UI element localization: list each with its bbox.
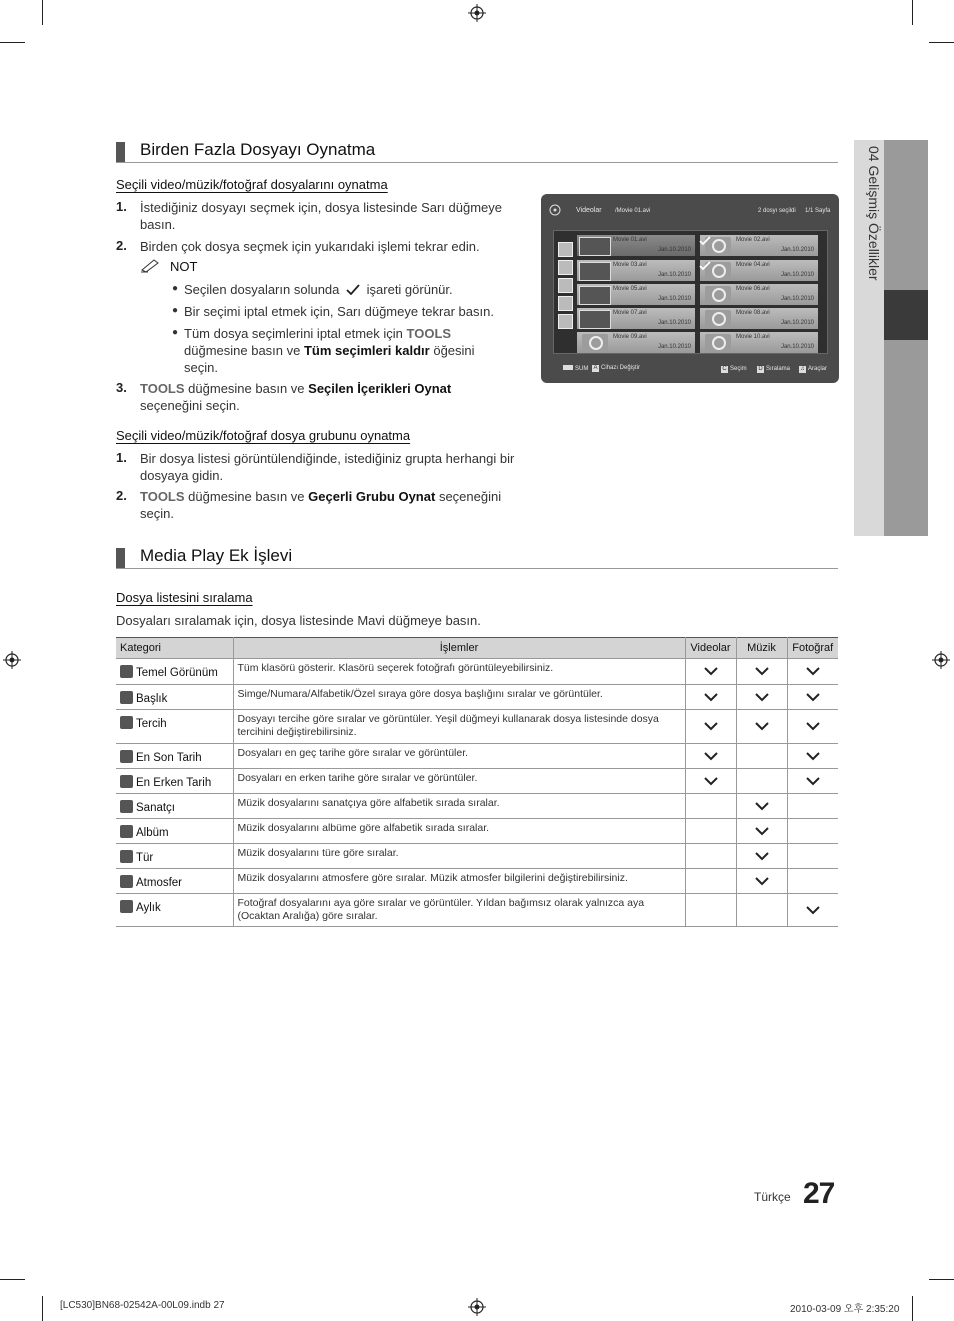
page-indicator: 1/1 Sayfa	[805, 208, 831, 214]
note-item	[184, 281, 453, 298]
videos-icon	[549, 204, 561, 216]
table-row	[116, 685, 838, 710]
print-file-info: [LC530]BN68-02542A-00L09.indb 27	[60, 1300, 225, 1311]
crop-mark	[912, 1296, 913, 1321]
col-header-videos: Videolar	[685, 638, 736, 659]
check-icon	[754, 720, 770, 732]
table-row	[116, 794, 838, 819]
check-icon	[754, 850, 770, 862]
photo-cell	[787, 659, 838, 685]
star-icon	[558, 314, 573, 329]
note-text: düğmesine basın ve	[184, 343, 301, 358]
change-device-hint[interactable]	[592, 365, 640, 372]
side-tab-label: 04 Gelişmiş Özellikler	[866, 146, 882, 281]
file-name: Movie 07.avi	[613, 310, 647, 316]
check-icon	[805, 904, 821, 916]
category-label: Atmosfer	[136, 877, 183, 889]
note-label: NOT	[170, 259, 198, 274]
photo-cell	[787, 819, 838, 844]
screen-title: Videolar	[576, 207, 602, 214]
step-text-part: seçeneğini seçin.	[140, 489, 502, 521]
category-label: Albüm	[136, 827, 169, 839]
videos-cell	[685, 819, 736, 844]
bullet: ●	[172, 327, 179, 338]
crop-mark	[42, 1296, 43, 1321]
check-icon	[805, 691, 821, 703]
photo-cell	[787, 794, 838, 819]
file-date: Jan.10.2010	[780, 320, 814, 326]
file-name: Movie 05.avi	[613, 286, 647, 292]
key-a: A	[593, 365, 598, 371]
photo-cell	[787, 844, 838, 869]
category-cell	[116, 869, 233, 894]
col-header-operations: İşlemler	[233, 638, 685, 659]
registration-mark-icon	[932, 651, 950, 669]
step-number: 1.	[116, 450, 127, 465]
table-row	[116, 869, 838, 894]
videos-cell	[685, 659, 736, 685]
file-tile[interactable]	[577, 235, 695, 256]
video-thumbnail	[579, 310, 611, 329]
operation-cell: Müzik dosyalarını atmosfere göre sıralar. Müzik atmosfer bilgilerini değiştirebilirsiniz.	[233, 869, 685, 894]
intro-text: Dosyaları sıralamak için, dosya listesinde Mavi düğmeye basın.	[116, 613, 481, 628]
usb-icon	[563, 365, 573, 370]
table-row	[116, 710, 838, 744]
operation-cell: Tüm klasörü gösterir. Klasörü seçerek fotoğrafı görüntüleyebilirsiniz.	[233, 659, 685, 685]
registration-mark-icon	[468, 1298, 486, 1316]
folder-icon	[558, 242, 573, 257]
category-label: Tercih	[136, 718, 167, 730]
section-bar	[116, 142, 125, 162]
operation-cell: Dosyaları en erken tarihe göre sıralar ve görüntüler.	[233, 769, 685, 794]
file-name: Movie 03.avi	[613, 262, 647, 268]
step-text: İstediğiniz dosyayı seçmek için, dosya listesinde Sarı düğmeye basın.	[140, 200, 503, 232]
category-cell	[116, 744, 233, 769]
check-icon	[754, 825, 770, 837]
category-cell	[116, 710, 233, 744]
category-label: En Son Tarih	[136, 752, 202, 764]
check-icon	[703, 691, 719, 703]
videos-cell	[685, 794, 736, 819]
subsection-heading: Seçili video/müzik/fotoğraf dosya grubunu oynatma	[116, 428, 411, 443]
category-label: Başlık	[136, 693, 168, 705]
category-cell	[116, 685, 233, 710]
step-number: 3.	[116, 380, 127, 395]
note-text: Seçilen dosyaların solunda	[184, 282, 340, 297]
page-language: Türkçe	[754, 1190, 791, 1204]
side-tab-block	[884, 140, 928, 290]
side-tab-block	[884, 340, 928, 536]
category-cell	[116, 894, 233, 927]
operation-cell: Fotoğraf dosyalarını aya göre sıralar ve görüntüler. Yıldan bağımsız olarak yalnızca aya (Ocaktan Aralığa) göre sıralar.	[233, 894, 685, 927]
monthly-icon	[120, 900, 133, 913]
file-tile[interactable]	[577, 260, 695, 281]
star-icon	[120, 716, 133, 729]
step-number: 1.	[116, 199, 127, 214]
selected-check-icon	[699, 236, 711, 246]
mood-icon	[120, 875, 133, 888]
film-reel-icon	[705, 310, 731, 327]
album-icon	[120, 825, 133, 838]
note-item: Bir seçimi iptal etmek için, Sarı düğmeye tekrar basın.	[184, 304, 494, 319]
file-tile[interactable]	[577, 332, 695, 353]
crop-mark	[929, 1279, 954, 1280]
photo-cell	[787, 710, 838, 744]
file-tile[interactable]	[700, 235, 818, 256]
category-label: En Erken Tarih	[136, 777, 212, 789]
side-tab-active	[884, 290, 928, 340]
crop-mark	[912, 0, 913, 25]
hint-text: Sıralama	[766, 366, 791, 372]
calendar-icon	[558, 278, 573, 293]
tools-keyword: TOOLS	[140, 489, 185, 504]
videos-cell	[685, 869, 736, 894]
sort-hint[interactable]	[757, 366, 790, 373]
file-date: Jan.10.2010	[657, 247, 691, 253]
table-header-row	[116, 638, 838, 659]
category-label: Sanatçı	[136, 802, 175, 814]
check-icon	[754, 665, 770, 677]
operation-cell: Müzik dosyalarını türe göre sıralar.	[233, 844, 685, 869]
music-cell	[736, 794, 787, 819]
step-text: Birden çok dosya seçmek için yukarıdaki işlemi tekrar edin.	[140, 239, 480, 254]
photo-cell	[787, 769, 838, 794]
check-icon	[805, 775, 821, 787]
tools-keyword: TOOLS	[140, 381, 185, 396]
note-text: öğesini seçin.	[184, 343, 475, 375]
col-header-category: Kategori	[116, 638, 233, 659]
file-tile[interactable]	[700, 308, 818, 329]
operation-cell: Müzik dosyalarını sanatçıya göre alfabetik sırada sıralar.	[233, 794, 685, 819]
menu-keyword: Tüm seçimleri kaldır	[303, 343, 430, 358]
note-item	[184, 325, 504, 376]
videos-cell	[685, 894, 736, 927]
calendar-icon	[558, 296, 573, 311]
category-cell	[116, 794, 233, 819]
video-thumbnail	[579, 262, 611, 281]
bullet: ●	[172, 283, 179, 294]
category-label: Aylık	[136, 902, 161, 914]
selected-check-icon	[699, 261, 711, 271]
registration-mark-icon	[3, 651, 21, 669]
file-name: Movie 02.avi	[736, 237, 770, 243]
photo-cell	[787, 869, 838, 894]
check-icon	[703, 750, 719, 762]
file-tile[interactable]	[700, 332, 818, 353]
file-name: Movie 04.avi	[736, 262, 770, 268]
title-icon	[558, 260, 573, 275]
category-label: Temel Görünüm	[136, 667, 218, 679]
select-hint[interactable]	[721, 366, 747, 373]
check-icon	[703, 665, 719, 677]
check-icon	[703, 720, 719, 732]
selected-count: 2 dosyı seçildi	[758, 208, 796, 214]
table-row	[116, 659, 838, 685]
videos-cell	[685, 710, 736, 744]
operation-cell: Simge/Numara/Alfabetik/Özel sıraya göre dosya başlığını sıralar ve görüntüler.	[233, 685, 685, 710]
calendar-latest-icon	[120, 750, 133, 763]
music-cell	[736, 869, 787, 894]
print-timestamp: 2010-03-09 오후 2:35:20	[790, 1304, 900, 1315]
music-cell	[736, 819, 787, 844]
check-icon	[805, 750, 821, 762]
check-icon	[805, 665, 821, 677]
file-tile[interactable]	[700, 260, 818, 281]
photo-cell	[787, 685, 838, 710]
device-name: SUM	[575, 366, 589, 372]
music-cell	[736, 894, 787, 927]
check-icon	[703, 775, 719, 787]
note-text: Tüm dosya seçimlerini iptal etmek için	[184, 326, 403, 341]
photo-cell	[787, 744, 838, 769]
hint-text: Cihazı Değiştir	[601, 365, 641, 371]
category-cell	[116, 844, 233, 869]
crop-mark	[0, 42, 25, 43]
col-header-music: Müzik	[736, 638, 787, 659]
file-name: Movie 01.avi	[613, 237, 647, 243]
video-thumbnail	[579, 286, 611, 305]
music-cell	[736, 769, 787, 794]
category-cell	[116, 819, 233, 844]
table-row	[116, 894, 838, 927]
crop-mark	[42, 0, 43, 25]
step-text	[140, 380, 516, 414]
file-name: Movie 08.avi	[736, 310, 770, 316]
tools-hint[interactable]	[799, 366, 827, 373]
note-text: işareti görünür.	[366, 282, 453, 297]
category-cell	[116, 659, 233, 685]
sort-options-table	[116, 637, 838, 927]
file-name: Movie 06.avi	[736, 286, 770, 292]
media-play-screenshot	[541, 194, 839, 383]
file-tile[interactable]	[577, 308, 695, 329]
film-reel-icon	[705, 286, 731, 303]
section-title: Media Play Ek İşlevi	[140, 546, 293, 565]
step-number: 2.	[116, 238, 127, 253]
step-text-part: düğmesine basın ve	[188, 489, 305, 504]
music-cell	[736, 659, 787, 685]
step-text-part: düğmesine basın ve	[188, 381, 305, 396]
crop-mark	[0, 1279, 25, 1280]
check-icon	[754, 800, 770, 812]
registration-mark-icon	[468, 4, 486, 22]
videos-cell	[685, 744, 736, 769]
music-cell	[736, 710, 787, 744]
subsection-heading: Dosya listesini sıralama	[116, 590, 253, 605]
file-date: Jan.10.2010	[657, 296, 691, 302]
section-heading	[116, 546, 838, 569]
tools-keyword: TOOLS	[406, 326, 452, 341]
music-cell	[736, 844, 787, 869]
menu-keyword: Seçilen İçerikleri Oynat	[308, 381, 452, 396]
page-number: 27	[803, 1177, 835, 1210]
key-c: C	[722, 366, 727, 372]
operation-cell: Müzik dosyalarını albüme göre alfabetik sırada sıralar.	[233, 819, 685, 844]
subsection-heading: Seçili video/müzik/fotoğraf dosyalarını oynatma	[116, 177, 388, 192]
check-icon	[805, 720, 821, 732]
videos-cell	[685, 769, 736, 794]
table-row	[116, 769, 838, 794]
file-date: Jan.10.2010	[780, 344, 814, 350]
bullet: ●	[172, 305, 179, 316]
file-date: Jan.10.2010	[780, 247, 814, 253]
videos-cell	[685, 844, 736, 869]
genre-icon	[120, 850, 133, 863]
video-thumbnail	[579, 237, 611, 256]
film-reel-icon	[705, 334, 731, 351]
menu-keyword: Geçerli Grubu Oynat	[308, 489, 436, 504]
title-icon	[120, 691, 133, 704]
file-tile[interactable]	[700, 284, 818, 305]
calendar-earliest-icon	[120, 775, 133, 788]
file-tile[interactable]	[577, 284, 695, 305]
film-reel-icon	[582, 334, 608, 351]
section-heading	[116, 140, 838, 163]
file-name: Movie 09.avi	[613, 334, 647, 340]
hint-text: Seçim	[730, 366, 747, 372]
tools-icon: ♫	[800, 366, 805, 372]
videos-cell	[685, 685, 736, 710]
artist-icon	[120, 800, 133, 813]
table-row	[116, 744, 838, 769]
operation-cell: Dosyayı tercihe göre sıralar ve görüntüler. Yeşil düğmeyi kullanarak dosya listesinde dosya tercihini değiştirebilirsiniz.	[233, 710, 685, 744]
file-date: Jan.10.2010	[657, 272, 691, 278]
music-cell	[736, 744, 787, 769]
section-bar	[116, 548, 125, 568]
category-cell	[116, 769, 233, 794]
operation-cell: Dosyaları en geç tarihe göre sıralar ve görüntüler.	[233, 744, 685, 769]
note-pencil-icon	[140, 257, 162, 273]
hint-text: Araçlar	[808, 366, 828, 372]
file-date: Jan.10.2010	[657, 320, 691, 326]
step-text-part: seçeneğini seçin.	[140, 398, 240, 413]
folder-icon	[120, 665, 133, 678]
file-date: Jan.10.2010	[657, 344, 691, 350]
step-number: 2.	[116, 488, 127, 503]
table-row	[116, 844, 838, 869]
check-icon	[754, 691, 770, 703]
checkmark-icon	[346, 284, 360, 295]
music-cell	[736, 685, 787, 710]
device-label	[563, 365, 588, 372]
file-name: Movie 10.avi	[736, 334, 770, 340]
file-date: Jan.10.2010	[780, 296, 814, 302]
step-text	[140, 488, 516, 522]
step-text: Bir dosya listesi görüntülendiğinde, istediğiniz grupta herhangi bir dosyaya gidin.	[140, 451, 515, 483]
photo-cell	[787, 894, 838, 927]
check-icon	[754, 875, 770, 887]
key-d: D	[758, 366, 763, 372]
section-title: Birden Fazla Dosyayı Oynatma	[140, 140, 376, 159]
category-label: Tür	[136, 852, 154, 864]
screen-path: /Movie 01.avi	[615, 208, 651, 214]
crop-mark	[929, 42, 954, 43]
file-date: Jan.10.2010	[780, 272, 814, 278]
col-header-photo: Fotoğraf	[787, 638, 838, 659]
table-row	[116, 819, 838, 844]
